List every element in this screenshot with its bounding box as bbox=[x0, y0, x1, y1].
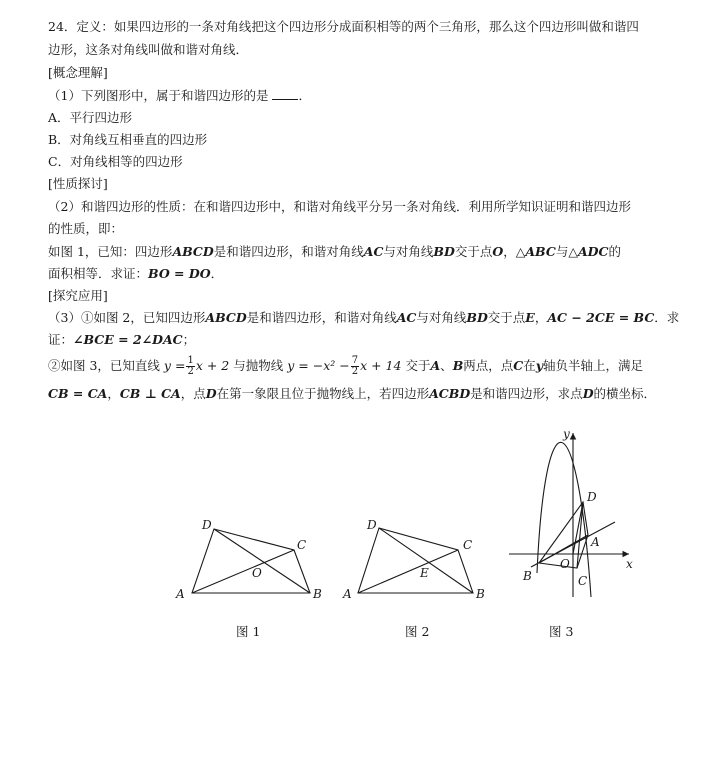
fig3-label-c: C bbox=[578, 574, 588, 588]
fig3-label-a: A bbox=[591, 535, 600, 549]
fig3-label-d: D bbox=[587, 490, 597, 504]
fig1-label-c: C bbox=[297, 538, 307, 552]
figure-3 bbox=[505, 425, 640, 605]
fig1-label-o: O bbox=[252, 566, 262, 580]
fig1-caption: 图 1 bbox=[236, 624, 261, 639]
figure-2 bbox=[338, 515, 498, 610]
fig1-label-d: D bbox=[202, 518, 212, 532]
fig1-label-b: B bbox=[313, 587, 322, 601]
section-concept: [概念理解] bbox=[48, 65, 108, 80]
question-3-2-line-1: ②如图 3，已知直线 y = $\frac{1}{2}$ x + 2 与抛物线 y = −x² − $\frac{7}{2}$ x + 14 交于A、B两点，点C在y轴负半轴上，满足 bbox=[48, 355, 644, 377]
fig3-caption: 图 3 bbox=[549, 624, 574, 639]
fig1-diagonal-bd bbox=[214, 529, 310, 593]
option-c: C．对角线相等的四边形 bbox=[48, 154, 183, 169]
fig2-diagonal-ac bbox=[358, 550, 458, 593]
fig2-quadrilateral bbox=[358, 528, 473, 593]
fig2-label-a: A bbox=[343, 587, 352, 601]
figure-1 bbox=[170, 515, 330, 610]
fig3-label-y: y bbox=[563, 427, 570, 441]
section-property: [性质探讨] bbox=[48, 176, 108, 191]
answer-blank bbox=[272, 87, 298, 100]
fig2-diagonal-bd bbox=[379, 528, 473, 593]
question-1: （1）下列图形中，属于和谐四边形的是 ． bbox=[48, 88, 311, 103]
option-a: A．平行四边形 bbox=[48, 110, 133, 125]
question-3-2-line-2: CB = CA，CB ⊥ CA，点D在第一象限且位于抛物线上，若四边形ACBD是和谐四边形，求点D的横坐标． bbox=[48, 386, 657, 401]
fig2-label-e: E bbox=[420, 566, 429, 580]
intro-line-2: 边形，这条对角线叫做和谐对角线． bbox=[48, 42, 249, 57]
fraction-seven-halves: $\frac{7}{2}$ bbox=[351, 355, 359, 377]
question-2-line-4: 面积相等．求证：BO = DO． bbox=[48, 266, 224, 281]
fig2-label-c: C bbox=[463, 538, 473, 552]
question-3-1-line-1: （3）①如图 2，已知四边形ABCD是和谐四边形，和谐对角线AC与对角线BD交于点E，AC − 2CE = BC．求 bbox=[48, 310, 680, 325]
question-3-1-line-2: 证：∠BCE = 2∠DAC； bbox=[48, 332, 196, 347]
fig2-label-b: B bbox=[476, 587, 485, 601]
fig3-label-b: B bbox=[523, 569, 532, 583]
fig1-quadrilateral bbox=[192, 529, 310, 593]
fig2-caption: 图 2 bbox=[405, 624, 430, 639]
fig2-label-d: D bbox=[367, 518, 377, 532]
fig1-label-a: A bbox=[176, 587, 185, 601]
fraction-one-half: $\frac{1}{2}$ bbox=[187, 355, 194, 377]
fig3-label-x: x bbox=[626, 557, 633, 571]
question-2-line-3: 如图 1，已知：四边形ABCD是和谐四边形，和谐对角线AC与对角线BD交于点O，△ABC与△ADC的 bbox=[48, 244, 621, 259]
question-2-line-2: 的性质，即： bbox=[48, 221, 124, 236]
option-b: B．对角线互相垂直的四边形 bbox=[48, 132, 208, 147]
question-2-line-1: （2）和谐四边形的性质：在和谐四边形中，和谐对角线平分另一条对角线．利用所学知识证明和谐四边形 bbox=[48, 199, 631, 214]
section-application: [探究应用] bbox=[48, 288, 108, 303]
fig3-label-o: O bbox=[560, 557, 570, 571]
intro-line-1: 24．定义：如果四边形的一条对角线把这个四边形分成面积相等的两个三角形，那么这个四边形叫做和谐四 bbox=[48, 19, 639, 34]
